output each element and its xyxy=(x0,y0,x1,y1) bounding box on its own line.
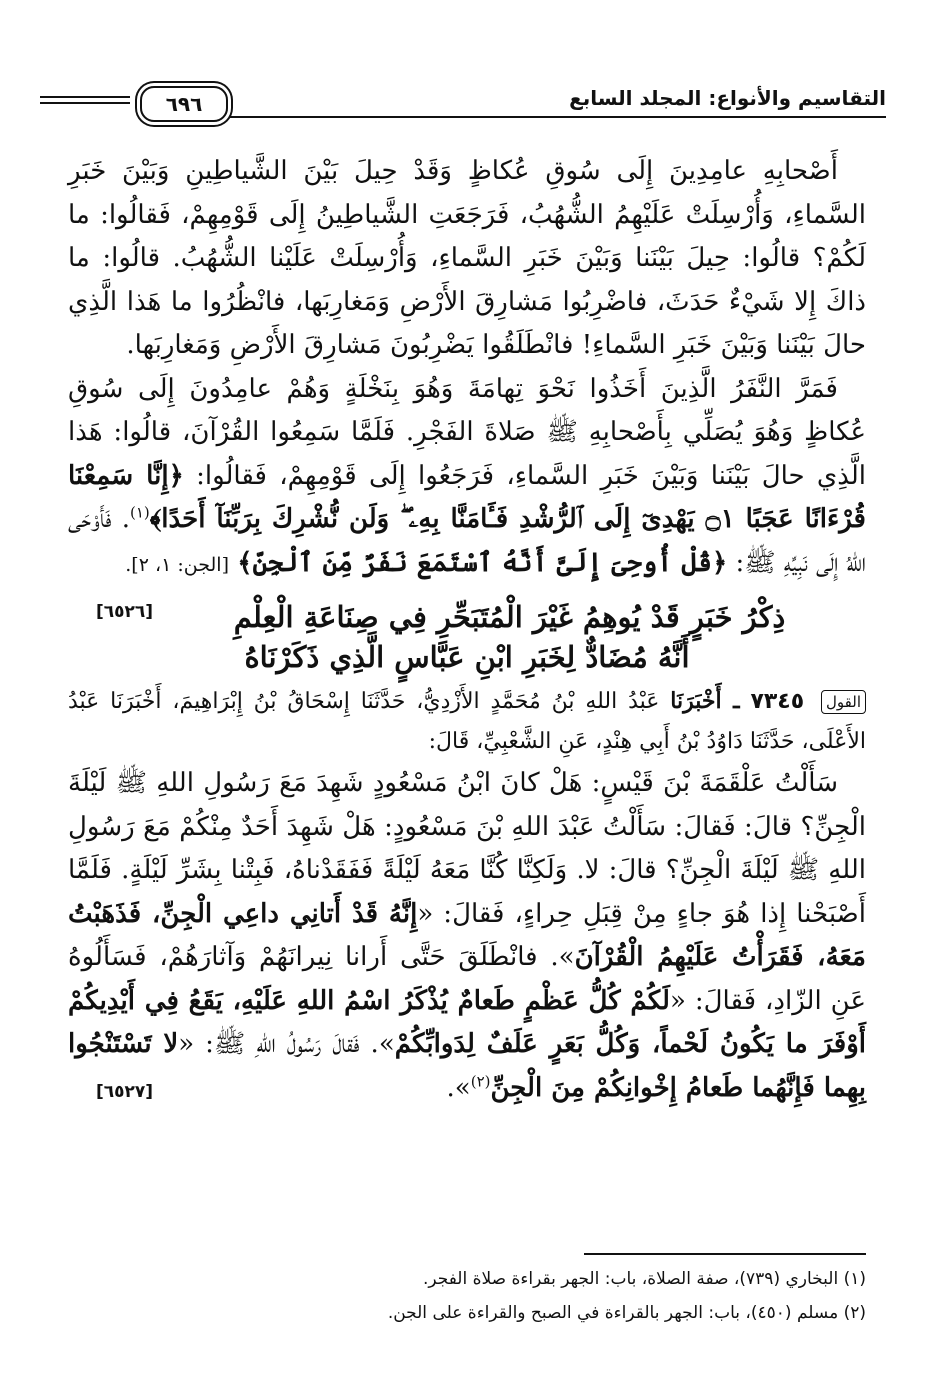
paragraph-2-text: فَمَرَّ النَّفَرُ الَّذِينَ أَخَذُوا نَحْوَ تِهامَةَ وَهُوَ بِنَخْلَةٍ وَهُمْ عامِدُونَ إِلَى سُوقِ عُكاظٍ وَهُوَ يُصَلِّي بِأَصْحابِهِ ﷺ صَلاةَ الفَجْرِ. فَلَمَّا سَمِعُوا القُرْآنَ، قالُوا: هَذا الَّذِي حالَ بَيْنَنا وَبَيْنَ خَبَرِ السَّماءِ، فَرَجَعُوا إِلَى قَوْمِهِمْ، فَقالُوا: xyxy=(68,373,867,491)
paragraph-3-text-c: ». فَقالَ رَسُولُ اللهِ ﷺ: « xyxy=(178,1029,395,1059)
isnad-paragraph xyxy=(68,681,866,762)
paragraph-3-text-a: سَأَلْتُ عَلْقَمَةَ بْنَ قَيْسٍ: هَلْ كانَ ابْنُ مَسْعُودٍ شَهِدَ مَعَ رَسُولِ اللهِ ﷺ لَيْلَةَ الْجِنِّ؟ قالَ: فَقالَ: سَأَلْتُ عَبْدَ اللهِ بْنَ مَسْعُودٍ: هَلْ شَهِدَ أَحَدٌ مِنْكُمْ مَعَ رَسُولِ اللهِ ﷺ لَيْلَةَ الْجِنِّ؟ قالَ: لا. وَلَكِنَّا كُنَّا مَعَهُ لَيْلَةً فَفَقَدْناهُ، فَبِتْنا بِشَرِّ لَيْلَةٍ. فَلَمَّا أَصْبَحْنا إِذا هُوَ جاءٍ مِنْ قِبَلِ حِراءٍ، فَقالَ: « xyxy=(68,768,866,929)
footnote-marker-2: (٢) xyxy=(470,1071,491,1090)
footnote-marker-1: (١) xyxy=(129,503,150,522)
paragraph-1: أَصْحابِهِ عامِدِينَ إِلَى سُوقِ عُكاظٍ وَقَدْ حِيلَ بَيْنَ الشَّياطِينِ وَبَيْنَ خَبَرِ السَّماءِ، وَأُرْسِلَتْ عَلَيْهِمُ الشُّهُبُ، فَرَجَعَتِ الشَّياطِينُ إِلَى قَوْمِهِمْ، فَقالُوا: ما لَكُمْ؟ قالُوا: حِيلَ بَيْنَنا وَبَيْنَ خَبَرِ السَّماءِ، وَأُرْسِلَتْ عَلَيْنا الشُّهُبُ. قالُوا: ما ذاكَ إِلا شَيْءٌ حَدَثَ، فاضْرِبُوا مَشارِقَ الأَرْضِ وَمَغارِبَها، فانْظُرُوا ما هَذا الَّذِي حالَ بَيْنَنا وَبَيْنَ خَبَرِ السَّماءِ! فانْطَلَقُوا يَضْرِبُونَ مَشارِقَ الأَرْضِ وَمَغارِبَها. xyxy=(68,156,866,360)
hadith-number: ٧٣٤٥ xyxy=(750,689,805,714)
hadith-ref-6527: [٦٥٢٧] xyxy=(96,1081,154,1102)
book-title: التقاسيم والأنواع: المجلد السابع xyxy=(569,86,886,110)
footnote-rule xyxy=(584,1253,866,1255)
section-heading xyxy=(68,597,866,677)
page-number: ٦٩٦ xyxy=(140,86,228,122)
footnotes xyxy=(68,1262,866,1330)
header-rule xyxy=(230,116,886,118)
paragraph-3-text-d: ». xyxy=(446,1072,471,1103)
heading-line-1: ذِكْرُ خَبَرٍ قَدْ يُوهِمُ غَيْرَ الْمُتَبَحِّرِ فِي صِنَاعَةِ الْعِلْمِ xyxy=(233,600,786,634)
quran-verse-2: ﴿قُلْ أُوحِىَ إِلَىَّ أَنَّهُ ٱسْتَمَعَ نَفَرٌ مِّنَ ٱلْجِنِّ﴾ xyxy=(237,547,728,578)
heading-line-2: أَنَّهُ مُضَادٌّ لِخَبَرِ ابْنِ عَبَّاسٍ الَّذِي ذَكَرْنَاهُ xyxy=(244,640,690,674)
footnote-2: (٢) مسلم (٤٥٠)، باب: الجهر بالقراءة في الصبح والقراءة على الجن. xyxy=(387,1303,866,1323)
prophet-speech-1: إِنَّهُ قَدْ أَتانِي داعِي الْجِنِّ، فَذَهَبْتُ مَعَهُ، فَقَرَأْتُ عَلَيْهِمُ الْقُرْآنَ xyxy=(68,898,866,972)
paragraph-3-text-b: ». فانْطَلَقَ حَتَّى أَرانا نِيرانَهُمْ وَآثارَهُمْ، فَسَأَلُوهُ عَنِ الزّادِ، فَقالَ: « xyxy=(68,942,866,1016)
main-text xyxy=(68,150,866,1114)
hadith-ref-6526: [٦٥٢٦] xyxy=(96,602,154,622)
footnote-1: (١) البخاري (٧٣٩)، صفة الصلاة، باب: الجهر بقراءة صلاة الفجر. xyxy=(422,1269,866,1289)
isnad-text: عَبْدُ اللهِ بْنُ مُحَمَّدٍ الأَزْدِيُّ، حَدَّثَنَا إِسْحَاقُ بْنُ إِبْرَاهِيمَ، أَخْبَرَنَا عَبْدُ الأَعْلَى، حَدَّثَنَا دَاوُدُ بْنُ أَبِي هِنْدٍ، عَنِ الشَّعْبِيِّ، قَالَ: xyxy=(68,689,866,754)
prophet-speech-2: لَكُمْ كُلُّ عَظْمٍ طَعامٌ يُذْكَرُ اسْمُ اللهِ عَلَيْهِ، يَقَعُ فِي أَيْدِيكُمْ أَوْفَرَ ما يَكُونُ لَحْماً، وَكُلُّ بَعَرٍ عَلَفٌ لِدَوابِّكُمْ xyxy=(68,985,866,1059)
running-header xyxy=(40,82,886,124)
paragraph-3 xyxy=(68,762,866,1110)
header-ornament xyxy=(40,96,130,106)
paragraph-2-text-b: . فَأَوْحَى اللهُ إِلَى نَبِيِّهِ ﷺ: xyxy=(68,504,866,578)
akhbarana: ـ أَخْبَرَنَا xyxy=(670,688,740,714)
quran-verse-1: ﴿إِنَّا سَمِعْنَا قُرْءَانًا عَجَبًا ۝١ يَهْدِىٓ إِلَى ٱلرُّشْدِ فَـَٔامَنَّا بِهِۦ ۖ وَلَن نُّشْرِكَ بِرَبِّنَآ أَحَدًا﴾ xyxy=(68,460,866,534)
qawl-badge-icon: القول xyxy=(821,690,866,714)
prophet-speech-3: لا تَسْتَنْجُوا بِهِما فَإِنَّهُما طَعامُ إِخْوانِكُمْ مِنَ الْجِنِّ xyxy=(68,1029,866,1103)
surah-citation: [الجن: ١، ٢]. xyxy=(125,553,229,576)
